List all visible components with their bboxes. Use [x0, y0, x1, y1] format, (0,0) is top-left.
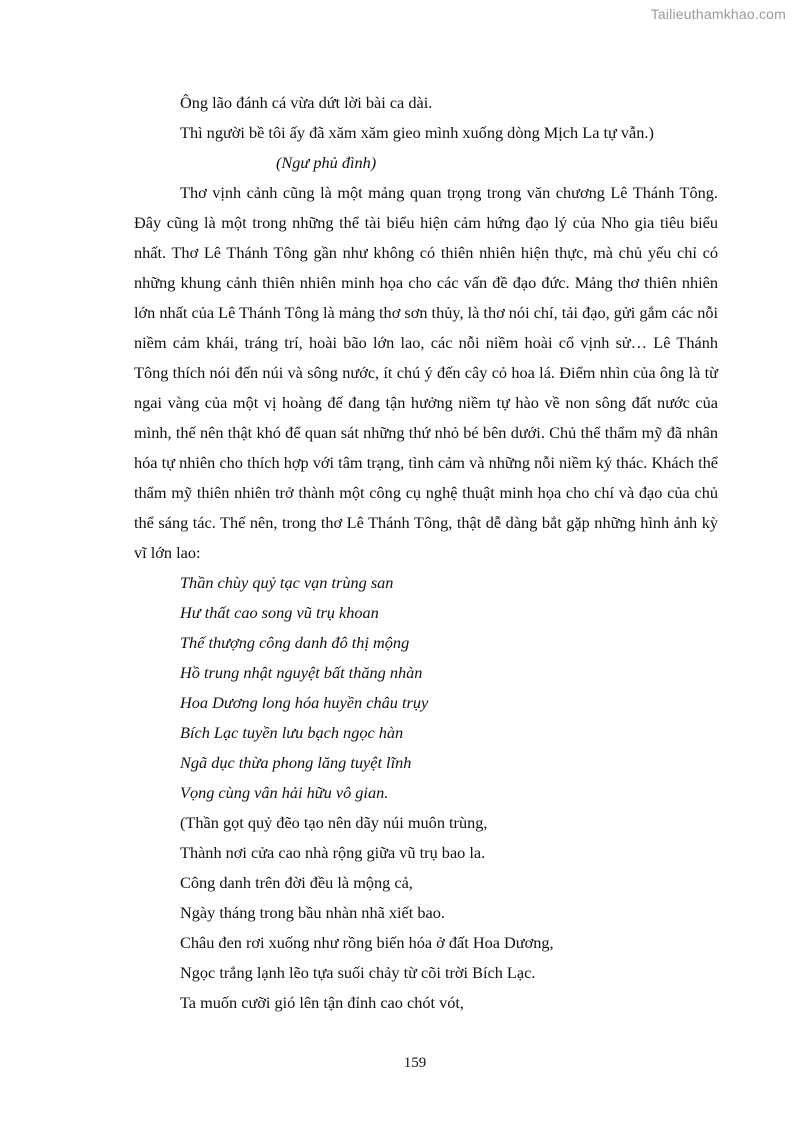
poem-line: Bích Lạc tuyền lưu bạch ngọc hàn	[180, 723, 404, 742]
poem-line: Công danh trên đời đều là mộng cả,	[180, 873, 413, 892]
watermark: Tailieuthamkhao.com	[650, 6, 786, 22]
poem-source: (Ngư phủ đình)	[276, 153, 377, 172]
poem-line: Ngày tháng trong bầu nhàn nhã xiết bao.	[180, 903, 445, 922]
poem-line: Ngọc trắng lạnh lẽo tựa suối chảy từ cõi trời Bích Lạc.	[180, 963, 536, 982]
poem-line: Thần chùy quỷ tạc vạn trùng san	[180, 573, 394, 592]
poem-line: Vọng cùng vân hải hữu vô gian.	[180, 783, 389, 802]
poem-translation	[134, 808, 718, 1018]
poem-line: Ta muốn cưỡi gió lên tận đỉnh cao chót vót,	[180, 993, 464, 1012]
poem-line: Thành nơi cửa cao nhà rộng giữa vũ trụ bao la.	[180, 843, 486, 862]
page-number: 159	[403, 1055, 427, 1071]
document-page	[134, 88, 718, 1018]
text-line: Thì người bề tôi ấy đã xăm xăm gieo mình xuống dòng Mịch La tự vẫn.)	[180, 123, 654, 142]
body-paragraph: Thơ vịnh cảnh cũng là một mảng quan trọng trong văn chương Lê Thánh Tông. Đây cũng là một trong những thể tài biểu hiện cảm hứng đạo lý của Nho gia tiêu biểu nhất. Thơ Lê Thánh Tông gần như không có thiên nhiên hiện thực, mà chủ yếu chỉ có những khung cảnh thiên nhiên minh họa cho các vấn đề đạo đức. Mảng thơ thiên nhiên lớn nhất của Lê Thánh Tông là mảng thơ sơn thủy, là thơ nói chí, tải đạo, gửi gắm các nỗi niềm cảm khái, tráng trí, hoài bão lớn lao, các nỗi niềm hoài cổ vịnh sử… Lê Thánh Tông thích nói đến núi và sông nước, ít chú ý đến cây cỏ hoa lá. Điểm nhìn của ông là từ ngai vàng của một vị hoàng đế đang tận hưởng niềm tự hào về non sông đất nước của mình, thế nên thật khó để quan sát những thứ nhỏ bé bên dưới. Chủ thể thẩm mỹ đã nhân hóa tự nhiên cho thích hợp với tâm trạng, tình cảm và những nỗi niềm ký thác. Khách thể thẩm mỹ thiên nhiên trở thành một công cụ nghệ thuật minh họa cho chí và đạo của chủ thể sáng tác. Thế nên, trong thơ Lê Thánh Tông, thật dễ dàng bắt gặp những hình ảnh kỳ vĩ lớn lao:	[134, 183, 718, 562]
text-line: Ông lão đánh cá vừa dứt lời bài ca dài.	[180, 93, 433, 112]
poem-line: Hoa Dương long hóa huyền châu trụy	[180, 693, 429, 712]
poem-line: Châu đen rơi xuống như rồng biến hóa ở đất Hoa Dương,	[180, 933, 554, 952]
poem-line: Ngã dục thừa phong lăng tuyệt lĩnh	[180, 753, 412, 772]
poem-line: (Thần gọt quỷ đẽo tạo nên dãy núi muôn trùng,	[180, 813, 488, 832]
poem-line: Hư thất cao song vũ trụ khoan	[180, 603, 379, 622]
poem-line: Thế thượng công danh đô thị mộng	[180, 633, 410, 652]
poem-line: Hồ trung nhật nguyệt bất thăng nhàn	[180, 663, 423, 682]
poem-original	[134, 568, 718, 808]
